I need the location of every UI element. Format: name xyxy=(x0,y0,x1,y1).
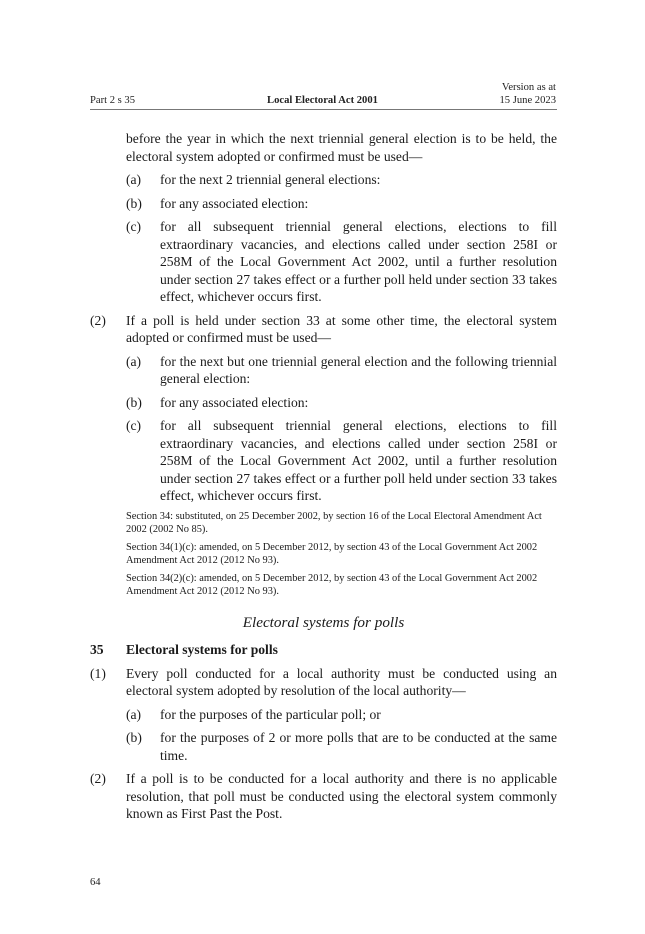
paragraph-text: for all subsequent triennial general elections, elections to fill extraordinary vacancies, and elections called under section 258I or 258M of the Local Government Act 2002, until a further resolution under section 27 takes effect or a further poll held under section 33 takes effect, whichever occurs first. xyxy=(160,418,557,503)
s34-2-b xyxy=(90,394,557,412)
s34-1-b xyxy=(90,195,557,213)
subsection-number: (2) xyxy=(90,312,106,328)
history-note: Section 34(2)(c): amended, on 5 December 2012, by section 43 of the Local Government Act 2002 Amendment Act 2012 (2012 No 93). xyxy=(126,572,538,597)
section-35-heading xyxy=(90,641,557,659)
section-number: 35 xyxy=(90,642,104,657)
paragraph-label: (a) xyxy=(126,353,142,369)
s34-2-c xyxy=(90,417,557,505)
section-title: Electoral systems for polls xyxy=(126,642,278,657)
crossheading: Electoral systems for polls xyxy=(242,613,405,631)
paragraph-label: (b) xyxy=(126,195,142,211)
subsection-text: Every poll conducted for a local authority must be conducted using an electoral system adopted by resolution of the local authority— xyxy=(126,665,557,698)
subsection-number: (1) xyxy=(90,665,106,681)
header-rule xyxy=(90,109,557,110)
paragraph-label: (c) xyxy=(126,418,142,433)
paragraph-label: (b) xyxy=(126,730,142,745)
s34-2 xyxy=(90,312,557,347)
paragraph-label: (a) xyxy=(126,706,142,722)
subsection-text: If a poll is held under section 33 at some other time, the electoral system adopted or confirmed must be used— xyxy=(126,312,557,345)
page-number: 64 xyxy=(90,877,101,888)
s34-1-a xyxy=(90,171,557,189)
section-34-1-continuation: before the year in which the next triennial general election is to be held, the electoral system adopted or confirmed must be used— xyxy=(126,131,557,164)
running-header-title: Local Electoral Act 2001 xyxy=(267,95,378,106)
paragraph-text: for all subsequent triennial general elections, elections to fill extraordinary vacancies, and elections called under section 258I or 258M of the Local Government Act 2002, until a further resolution under section 27 takes effect or a further poll held under section 33 takes effect, whichever occurs first. xyxy=(160,219,557,304)
paragraph-text: for the purposes of the particular poll; or xyxy=(160,706,381,722)
paragraph-text: for the purposes of 2 or more polls that are to be conducted at the same time. xyxy=(160,730,557,763)
running-header-part: Part 2 s 35 xyxy=(90,95,136,106)
paragraph-label: (b) xyxy=(126,394,142,410)
paragraph-text: for any associated election: xyxy=(160,195,309,211)
version-date xyxy=(500,81,557,107)
subsection-number: (2) xyxy=(90,771,106,786)
history-note: Section 34(1)(c): amended, on 5 December 2012, by section 43 of the Local Government Act 2002 Amendment Act 2012 (2012 No 93). xyxy=(126,541,538,566)
s35-1-a xyxy=(90,706,557,724)
history-note: Section 34: substituted, on 25 December 2002, by section 16 of the Local Electoral Amendment Act 2002 (2002 No 85). xyxy=(126,510,542,535)
paragraph-text: for the next 2 triennial general elections: xyxy=(160,172,381,187)
s35-1-b xyxy=(90,729,557,764)
paragraph-text: for the next but one triennial general election and the following triennial general election: xyxy=(160,353,557,386)
subsection-text: If a poll is to be conducted for a local authority and there is no applicable resolution, that poll must be conducted using the electoral system commonly known as First Past the Post. xyxy=(126,771,557,821)
version-label: Version as at xyxy=(501,82,556,93)
paragraph-label: (a) xyxy=(126,172,142,187)
s35-2 xyxy=(90,770,557,823)
s35-1 xyxy=(90,665,557,700)
document-body xyxy=(90,130,557,823)
paragraph-label: (c) xyxy=(126,219,142,234)
version-date-value: 15 June 2023 xyxy=(499,95,556,106)
paragraph-text: for any associated election: xyxy=(160,394,309,410)
s34-1-c xyxy=(90,218,557,306)
s34-2-a xyxy=(90,353,557,388)
